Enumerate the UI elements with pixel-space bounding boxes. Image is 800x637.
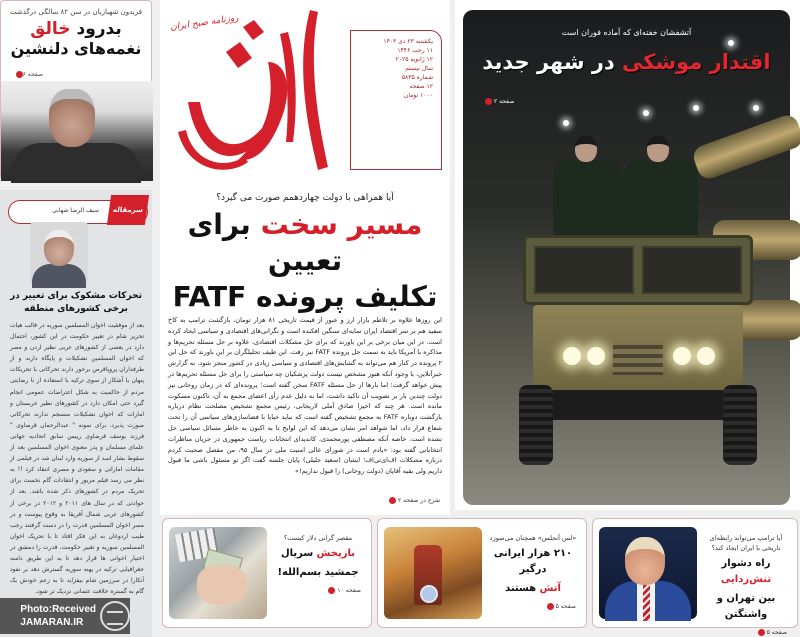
issue-number: شماره ۵۸۳۵ [401,74,433,81]
page-marker-icon [389,497,396,504]
teaser-box-dollar[interactable] [162,518,372,628]
editorial-tag-pill [8,200,148,224]
money-photo [169,527,267,619]
obituary-headline: بدرود خالق [30,19,122,39]
teaser-box-trump[interactable] [592,518,798,636]
main-photo [463,10,790,505]
jamaran-logo-icon [100,601,130,631]
lead-kicker: آیا همراهی با دولت چهاردهمم صورت می گیرد؟ [216,193,394,203]
author-photo [30,222,88,284]
issue-info-box [350,30,442,170]
watermark-line2: JAMARAN.IR [20,617,84,628]
main-photo-kicker: آتشفشان خفته‌ای که آماده فوران است [561,28,692,37]
teaser-box-la-fire[interactable] [377,518,587,628]
issue-date-gregorian: ۱۲ ژانویه ۲۰۲۵ [395,56,433,63]
issue-date-hijri: ۱۱ رجب ۱۴۴۶ [397,47,433,54]
obituary-box[interactable] [0,0,152,180]
watermark-line1: Photo:Received [20,604,96,615]
lead-body: این روزها علاوه بر تلاطم بازار ارز و عبور از قیمت تاریخی ۸۱ هزار تومان، بازگشت ترامپ به کاخ سفید هم بر سر اقتصاد ایران سایه‌ای سنگین افکنده است و نگرانی‌های اقتصادی و سیاسی ایجاد کرده است. در این میان برخی بر این باورند که برای حل مشکلات اقتصادی، علاوه بر حل مسئله تحریم‌ها و مذاکره با آمریکا باید به سمت حل پرونده FATF نیز رفت. این طیف تحلیلگران بر این باورند که حل این ۲ پرونده در کنار هم می‌تواند به گشایش‌های اقتصادی و سیاسی زیادی در کشور منجر شود. به گزارش خبرآنلاین، با وجود آنکه هنوز مشخص نیست دولت پزشکیان چه سیاستی را برای حل مسئله تحریم‌ها در پیش خواهد گرفت؛ اما بارها از حل مسئله FATF سخن گفته است؛ پرونده‌ای که در زمان روحانی نیز دولت چندین بار بر تصویب آن تاکید داشت، اما به دلیل عدم رأی اعضای مجمع به آن، تاکنون مسکوت مانده است. هر چند که اخیرا صادق آملی لاریجانی، رئیس مجمع تشخیص مصلحت نظام درباره بازگشت دوباره FATF به مجمع تشخیص گفته است که نباید خیابا با فضاسازی‌های سیاسی آن را تحت شعاع قرار داد، اما شواهد امر نشان می‌دهد که این لوایح تا به اکنون به خاطر مسائل سیاسی حل نشده است. خاصه آنکه مصطفی پورمحمدی، کاندیدای انتخابات ریاست جمهوری در جریان مناظرات انتخاباتی گفته بود: «یادم است در شورای عالی امنیت ملی در سال ۹۵، من مفصل صحبت کردم درباره مشکلات اف‌ای‌تی‌اف؛ ایشان (سعید جلیلی) پایان جلسه گفت اگر تو مسئول باشی ما قبول داریم ولی بقیه آقایان (دولت روحانی) را قبول نداریم!» [168,316,442,476]
page-marker-icon [485,98,492,105]
teaser-page-ref: صفحه ۵ [701,629,791,636]
teaser-page-ref: صفحه ۱۰ [271,587,365,594]
page-marker-icon [16,71,23,78]
teaser-headline: ۲۱۰ هزار ایرانی درگیر [493,548,573,575]
newspaper-tagline: روزنامه صبح ایران [169,13,240,33]
lead-continued-link[interactable]: شرح در صفحه ۲ [387,497,440,504]
obituary-photo [1,81,153,181]
teaser-headline-line2: آتش هستند [505,583,561,594]
issue-pages: ۱۲ صفحه [409,83,433,90]
main-photo-page-ref: صفحه ۲ [483,98,514,105]
issue-date-jalali: یکشنبه ۲۳ دی ۱۴۰۳ [383,38,433,45]
obituary-page-ref: صفحه ۶ [14,71,43,78]
lead-headline-line2[interactable]: تکلیف پرونده FATF [172,280,438,313]
teaser-headline-line2: بین تهران و واشنگتن [716,593,776,620]
teaser-kicker: مقصر گرانی دلار کیست؟ [283,534,353,542]
trump-photo [599,527,697,619]
teaser-headline-line2: جمشید بسم‌الله! [277,567,359,578]
teaser-page-ref: صفحه ۵ [486,603,580,610]
editorial-body: بعد از موفقیت اخوان المسلمین سوریه در قالب هیات تحریر شام در تغییر حکومت در این کشور، احتمال دارد در بعضی از کشورهای عربی نظیر اردن و مصر که اخوان المسلمین تشکیلات و پایگاه دارند و از طرفداران پروپاقرص برخور دارند تحرکاتی با تحریکات پنهان یا آشکار از سوی ترکیه با استفاده از نا رضایتی مردم از حاکمیت به شکل اعتراضات عمومی انجام گیرد حتی امکان دارد در کشورهای نظیر عربستان و امارات که اخوان تشکیلات منسجم ندارند تحرکاتی صورت پذیرد. برای نمونه " عبدالرحمان قرضاوی " فرزند یوسف قرضاوی رییس سابق اتحادیه جهانی علمای مسلمان و پدر معنوی اخوان المسلمین بعد از سقوط بشار اسد از سوریه وارد لبنان شد در فیلمی از مقامات اماراتی و سعودی و مصری انتقاد کرد !! به نظر می رسد فیلم مزبور و انتقادات گام نخست برای تحریک مردم در کشورهای ذکر شده باشد. بعد از حوادثی که در سال های ۲۰۱۱ و ۲۰۱۲ در برخی از کشورهای عربی شمال آفریقا به وقوع پیوست و در مصر اخوان المسلمین قدرت را در دست گرفتند رجب طیب اردوغان به این فکر افتاد تا با تحریک اخوان المسلمین سوریه و تغییر حکومت، قدرت را دمشق در اختیار اخوانی ها قرار دهد تا به این طریق دامنه جغرافیایی ترکیه در پهنه سوریه گسترش دهد بر نفوذ آنکارا در سرزمین شام بیفزاید تا به زعم خودش یک گام به گستره خلافت عثمانی نزدیک تر شود. [10,322,145,596]
teaser-kicker: آیا ترامپ می‌تواند رابطه‌ای تاریخی با ایران ایجاد کند؟ [709,534,783,552]
main-photo-headline: اقتدار موشکی در شهر جدید [482,50,771,74]
photo-credit-watermark [0,598,130,634]
teaser-kicker: «لس آنجلس» همچنان می‌سوزد [489,534,577,542]
teaser-headline: راه دشوار تنش‌زدایی [720,558,772,585]
editorial-title[interactable]: تحرکات مشکوک برای تغییر در برخی کشورهای منطقه [10,291,142,314]
teaser-headline: بازپخش سریال [280,548,356,559]
fire-photo [384,527,482,619]
lead-article [160,185,450,515]
obituary-kicker: فریدون شهبازیان در سن ۸۲ سالگی درگذشت [10,8,142,16]
masthead [160,0,450,185]
lead-headline[interactable]: مسیر سخت برای تعیین [187,208,423,277]
obituary-headline-line2: نغمه‌های دلنشین [10,39,142,58]
issue-year: سال بیستم [405,65,433,72]
issue-price: ۱۰۰۰ تومان [403,92,433,99]
editorial-column [0,190,152,637]
main-photo-story[interactable] [455,0,800,510]
editorial-tag: سرمقاله [107,195,149,225]
editorial-author: سیف الرضا شهابی [52,207,99,214]
